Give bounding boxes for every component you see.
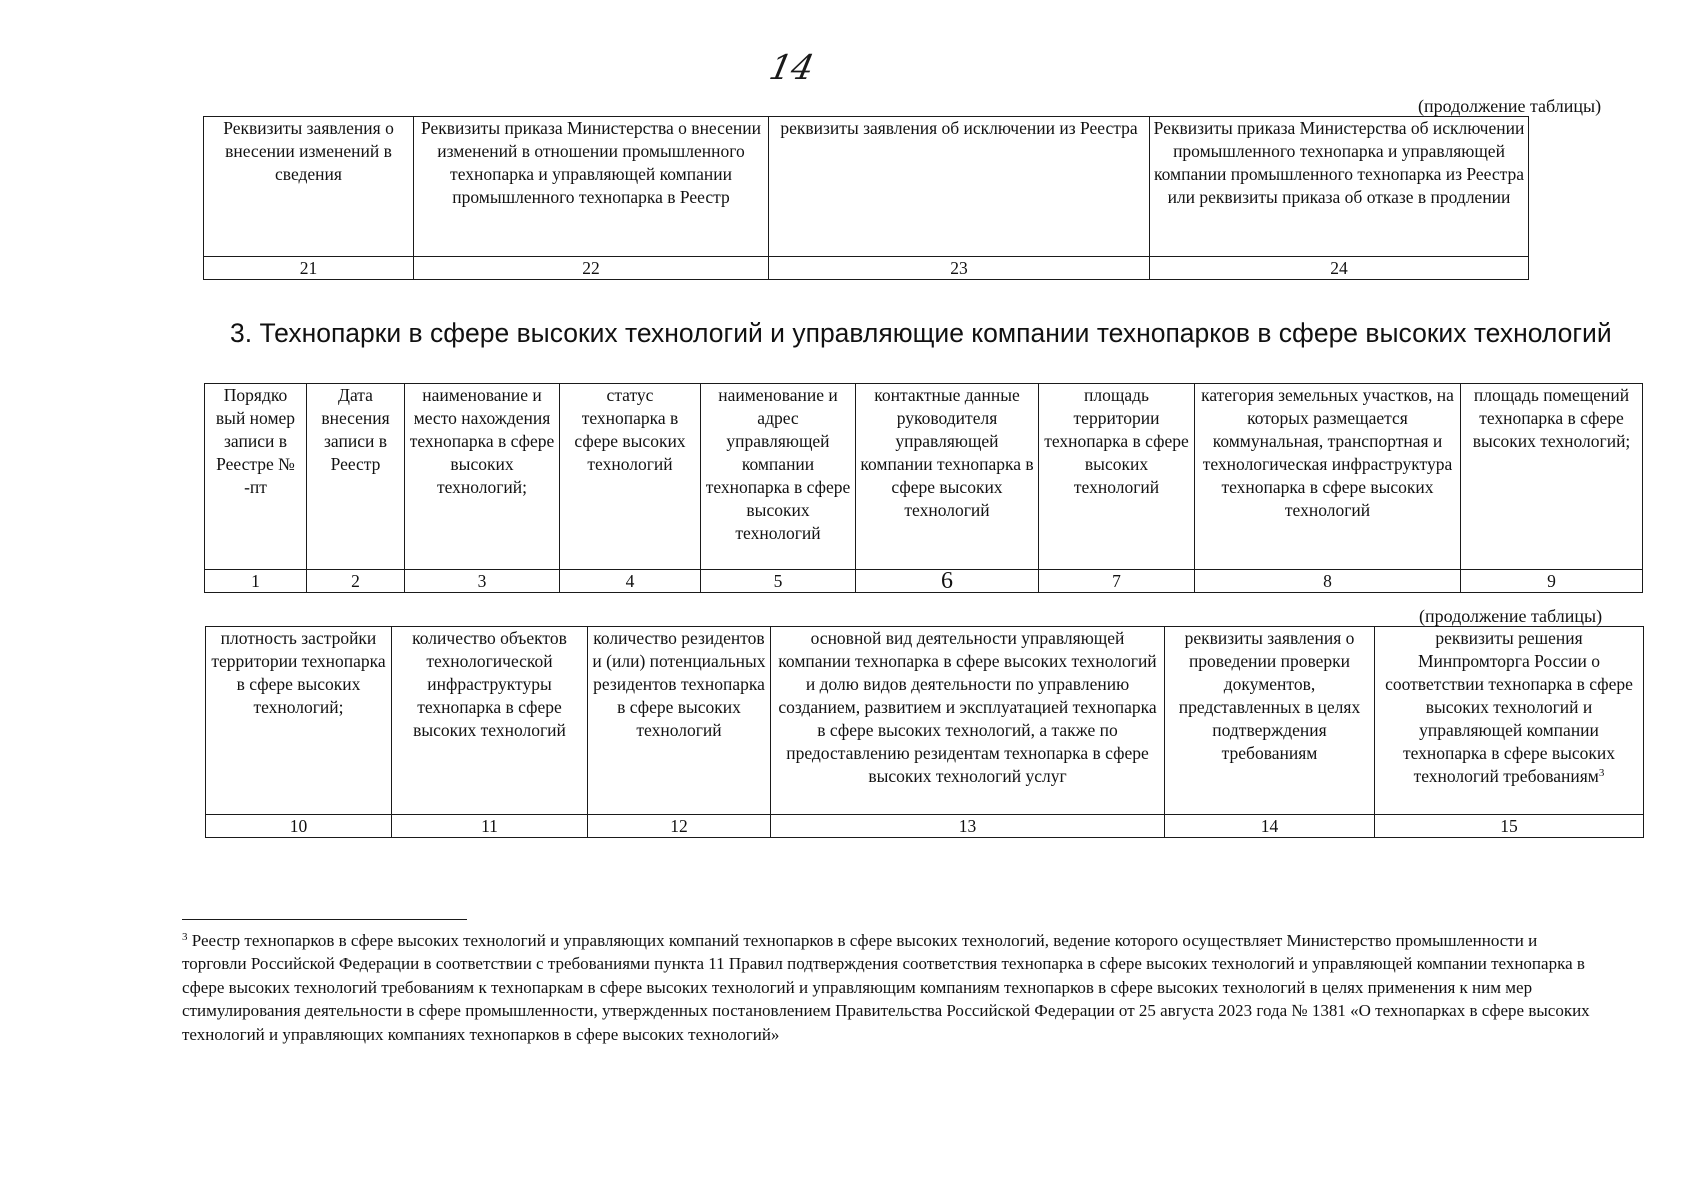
table-bottom bbox=[205, 626, 1644, 838]
continuation-label-top: (продолжение таблицы) bbox=[1418, 96, 1602, 116]
header-cell: наименование и место нахождения технопарка в сфере высоких технологий; bbox=[405, 384, 560, 570]
header-cell: наименование и адрес управляющей компании технопарка в сфере высоких технологий bbox=[701, 384, 856, 570]
header-cell: Реквизиты приказа Министерства о внесении изменений в отношении промышленного технопарка и управляющей компании промышленного технопарка в Реестр bbox=[414, 117, 769, 257]
header-cell: площадь территории технопарка в сфере высоких технологий bbox=[1039, 384, 1195, 570]
column-number: 11 bbox=[392, 815, 588, 838]
column-number: 15 bbox=[1375, 815, 1644, 838]
column-number: 7 bbox=[1039, 570, 1195, 593]
column-number: 9 bbox=[1461, 570, 1643, 593]
header-cell: категория земельных участков, на которых размещается коммунальная, транспортная и технологическая инфраструктура технопарка в сфере высоких технологий bbox=[1195, 384, 1461, 570]
column-number: 22 bbox=[414, 257, 769, 280]
continuation-label-bottom: (продолжение таблицы) bbox=[1419, 606, 1603, 626]
header-cell: реквизиты заявления об исключении из Реестра bbox=[769, 117, 1150, 257]
table-mid bbox=[204, 383, 1643, 593]
column-number: 13 bbox=[771, 815, 1165, 838]
column-number: 23 bbox=[769, 257, 1150, 280]
column-number: 4 bbox=[560, 570, 701, 593]
footnote-reference: 3 bbox=[1598, 767, 1605, 779]
column-number: 24 bbox=[1150, 257, 1529, 280]
column-number: 3 bbox=[405, 570, 560, 593]
header-cell: количество объектов технологической инфраструктуры технопарка в сфере высоких технологий bbox=[392, 627, 588, 815]
header-cell bbox=[1375, 627, 1644, 815]
header-cell: статус технопарка в сфере высоких технологий bbox=[560, 384, 701, 570]
header-cell: Дата внесения записи в Реестр bbox=[307, 384, 405, 570]
header-cell: реквизиты заявления о проведении проверки документов, представленных в целях подтверждения требованиям bbox=[1165, 627, 1375, 815]
header-cell: Реквизиты заявления о внесении изменений в сведения bbox=[204, 117, 414, 257]
table-top-header-row bbox=[204, 117, 1529, 257]
table-mid-number-row bbox=[205, 570, 1643, 593]
page-number: 14 bbox=[765, 48, 818, 88]
header-cell: Порядко вый номер записи в Реестре № -пт bbox=[205, 384, 307, 570]
table-bottom-header-row bbox=[206, 627, 1644, 815]
column-number: 10 bbox=[206, 815, 392, 838]
column-number: 12 bbox=[588, 815, 771, 838]
footnote-divider bbox=[182, 919, 467, 920]
section-title: 3. Технопарки в сфере высоких технологий и управляющие компании технопарков в сфере высоких технологий bbox=[230, 318, 1612, 348]
table-bottom-number-row bbox=[206, 815, 1644, 838]
column-number: 6 bbox=[856, 570, 1039, 593]
table-mid-header-row bbox=[205, 384, 1643, 570]
table-top bbox=[203, 116, 1529, 280]
column-number: 8 bbox=[1195, 570, 1461, 593]
header-cell: площадь помещений технопарка в сфере высоких технологий; bbox=[1461, 384, 1643, 570]
header-cell: количество резидентов и (или) потенциальных резидентов технопарка в сфере высоких технологий bbox=[588, 627, 771, 815]
footnote-text: Реестр технопарков в сфере высоких технологий и управляющих компаний технопарков в сфере высоких технологий, ведение которого осуществляет Министерство промышленности и торговли Российской Федерации в соответствии с требованиями пункта 11 Правил подтверждения соответствия технопарка в сфере высоких технологий и управляющей компании технопарка в сфере высоких технологий требованиям к технопаркам в сфере высоких технологий и управляющим компаниям технопарков в сфере высоких технологий в целях применения к ним мер стимулирования деятельности в сфере промышленности, утвержденных постановлением Правительства Российской Федерации от 25 августа 2023 года № 1381 «О технопарках в сфере высоких технологий и управляющих компаниях технопарков в сфере высоких технологий» bbox=[182, 931, 1590, 1044]
column-number: 5 bbox=[701, 570, 856, 593]
header-cell: Реквизиты приказа Министерства об исключении промышленного технопарка и управляющей компании промышленного технопарка из Реестра или реквизиты приказа об отказе в продлении bbox=[1150, 117, 1529, 257]
footnote bbox=[182, 929, 1602, 1046]
column-number: 2 bbox=[307, 570, 405, 593]
table-top-number-row bbox=[204, 257, 1529, 280]
header-cell-text: реквизиты решения Минпромторга России о соответствии технопарка в сфере высоких технологий и управляющей компании технопарка в сфере высоких технологий требованиям bbox=[1385, 628, 1633, 786]
header-cell: плотность застройки территории технопарка в сфере высоких технологий; bbox=[206, 627, 392, 815]
header-cell: основной вид деятельности управляющей компании технопарка в сфере высоких технологий и долю видов деятельности по управлению созданием, развитием и эксплуатацией технопарка в сфере высоких технологий, а также по предоставлению резидентам технопарка в сфере высоких технологий услуг bbox=[771, 627, 1165, 815]
column-number: 21 bbox=[204, 257, 414, 280]
header-cell: контактные данные руководителя управляющей компании технопарка в сфере высоких технологий bbox=[856, 384, 1039, 570]
column-number: 14 bbox=[1165, 815, 1375, 838]
footnote-marker: 3 bbox=[182, 931, 188, 943]
column-number: 1 bbox=[205, 570, 307, 593]
